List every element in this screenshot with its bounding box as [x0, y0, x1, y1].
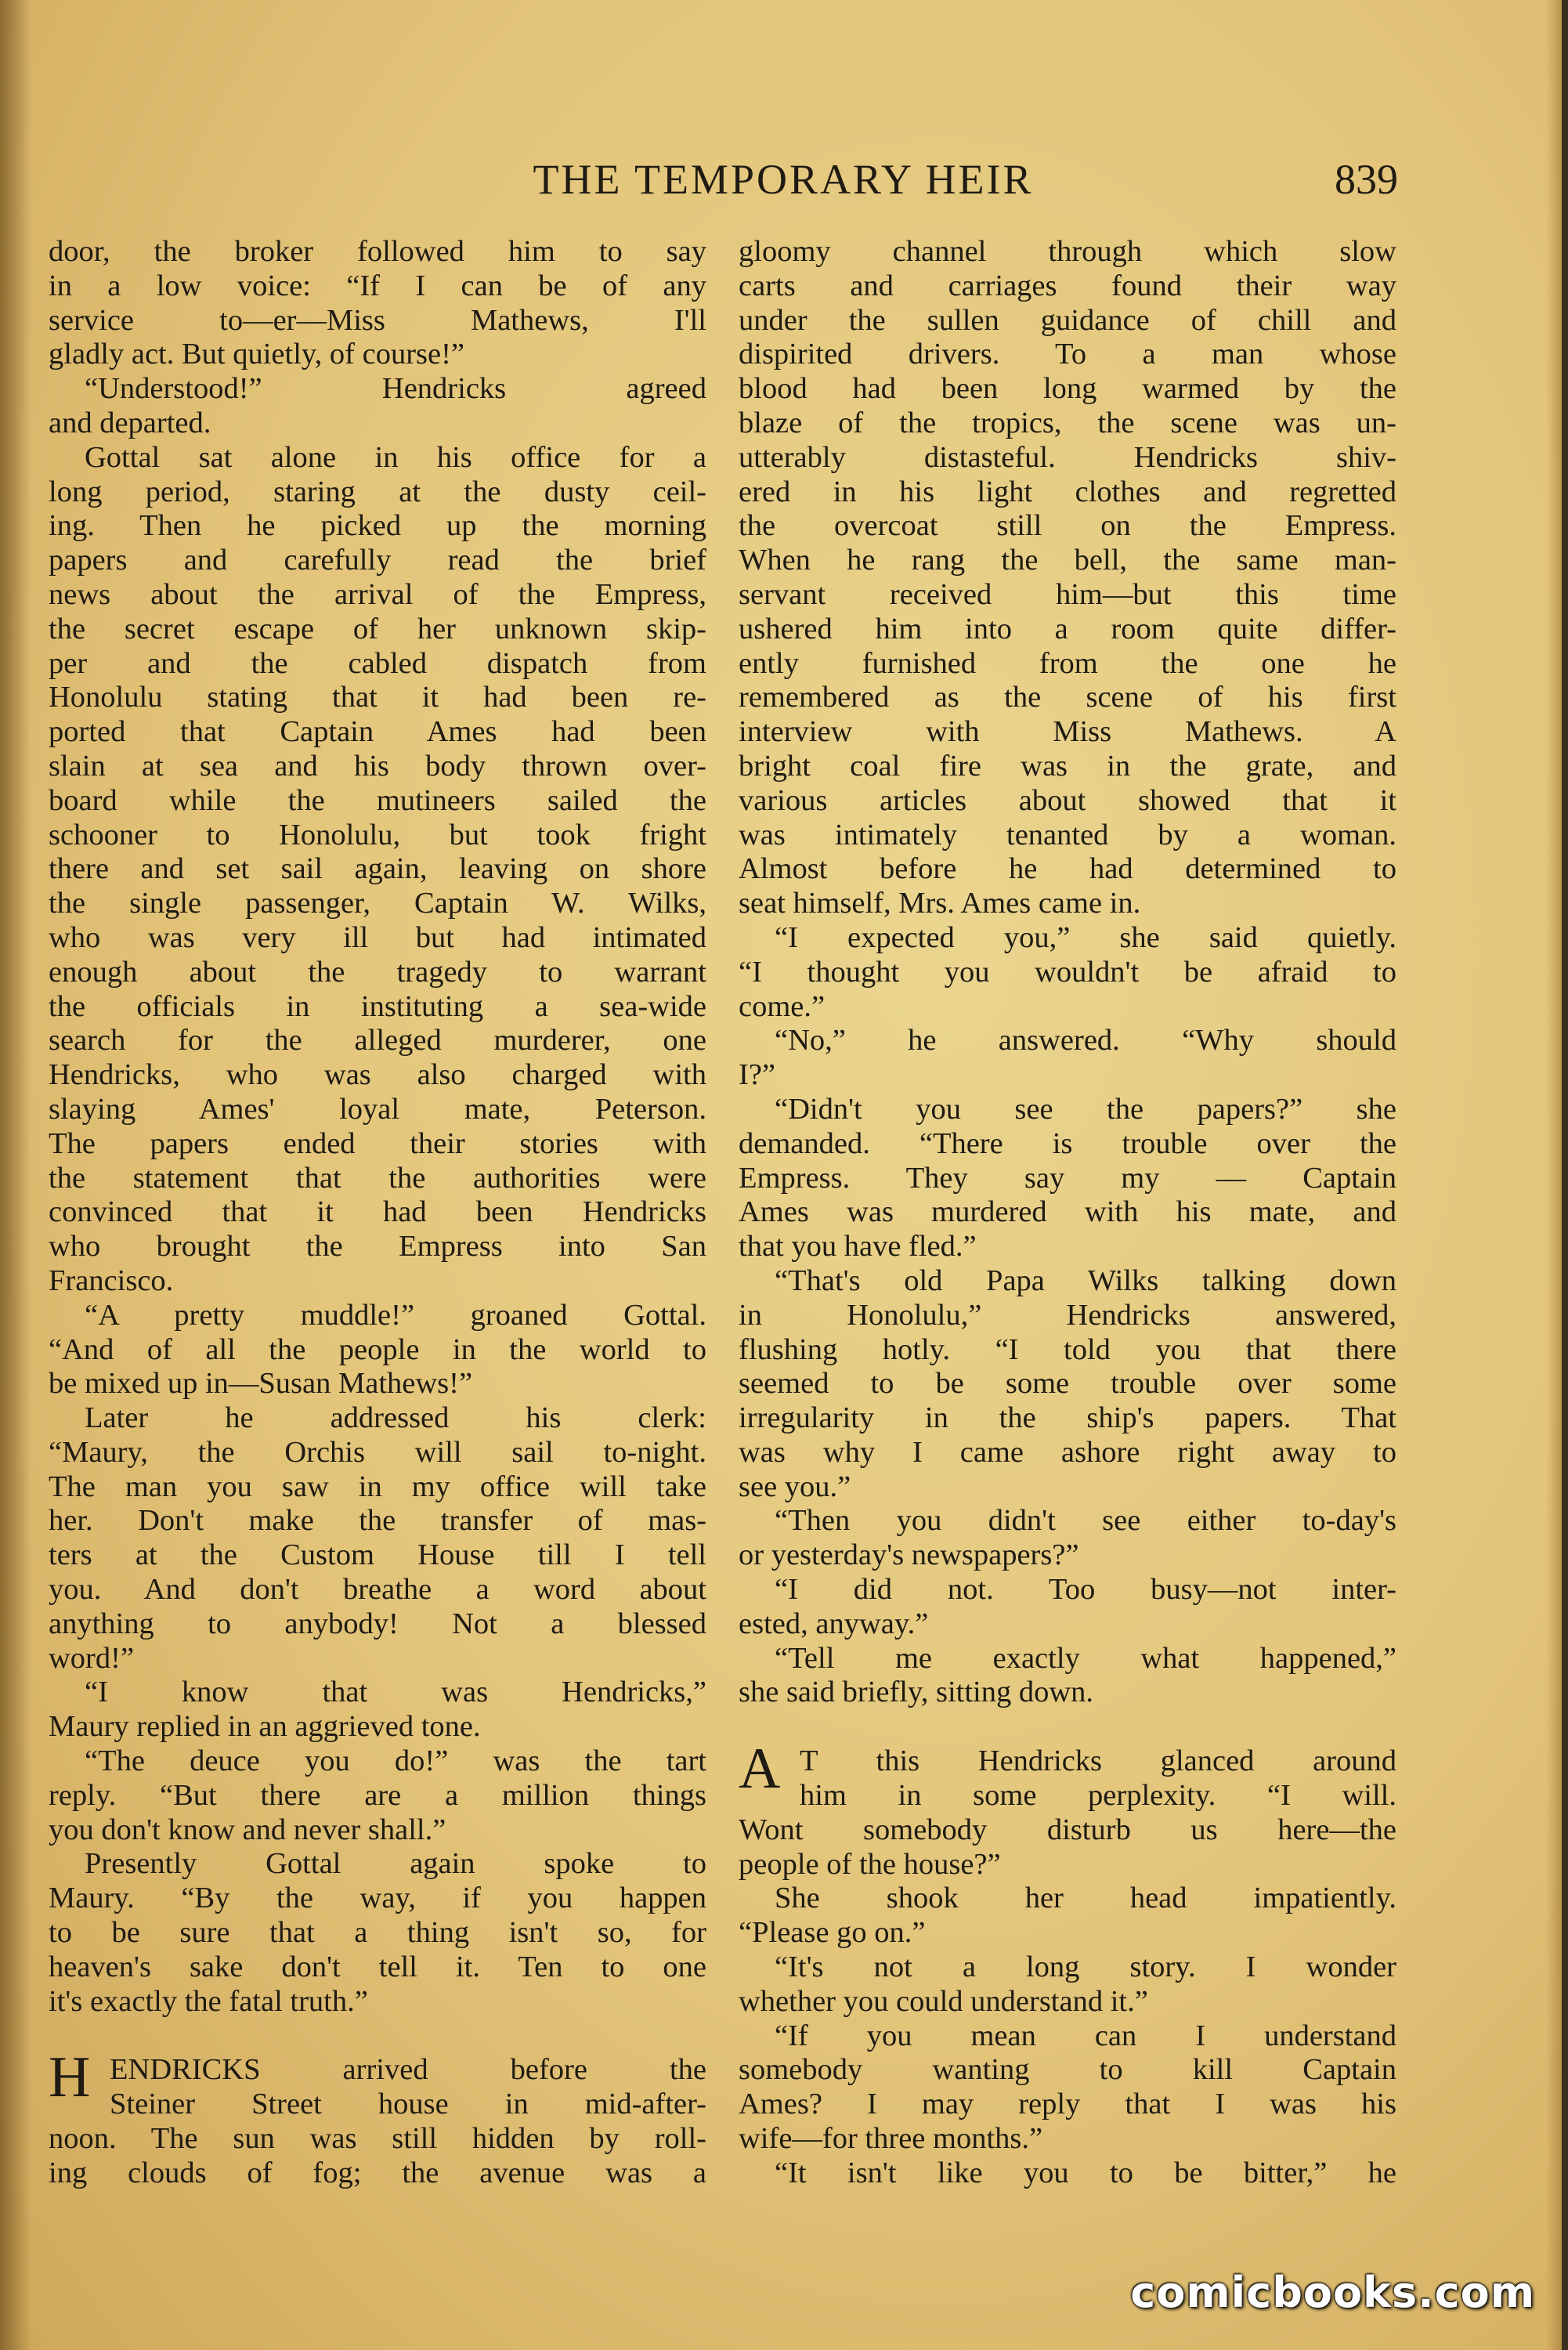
- text-line-content: T this Hendricks glanced around: [800, 1744, 1396, 1778]
- text-line: gloomy channel through which slow: [739, 235, 1396, 268]
- text-line: The man you saw in my office will take: [49, 1470, 706, 1503]
- text-line: board while the mutineers sailed the: [49, 783, 706, 817]
- text-line: somebody wanting to kill Captain: [739, 2053, 1396, 2087]
- text-line: blaze of the tropics, the scene was un-: [739, 406, 1396, 439]
- text-line: ently furnished from the one he: [739, 646, 1396, 680]
- text-line: word!”: [49, 1641, 135, 1675]
- text-line: seemed to be some trouble over some: [739, 1367, 1396, 1401]
- text-line: Maury. “By the way, if you happen: [49, 1882, 706, 1915]
- text-line: “It isn't like you to be bitter,” he: [775, 2156, 1396, 2189]
- text-line: in Honolulu,” Hendricks answered,: [739, 1298, 1396, 1332]
- watermark-logo: comicbooks.com: [1130, 2268, 1535, 2317]
- text-line: and departed.: [49, 406, 211, 439]
- text-line: Ames was murdered with his mate, and: [739, 1195, 1396, 1229]
- text-line: “That's old Papa Wilks talking down: [775, 1264, 1396, 1297]
- text-line: “It's not a long story. I wonder: [775, 1950, 1396, 1984]
- running-title: THE TEMPORARY HEIR: [533, 156, 1034, 203]
- text-line: ported that Captain Ames had been: [49, 715, 706, 749]
- text-line: search for the alleged murderer, one: [49, 1024, 706, 1058]
- text-line: reply. “But there are a million things: [49, 1778, 706, 1812]
- text-line: door, the broker followed him to say: [49, 235, 706, 268]
- text-line: “Didn't you see the papers?” she: [775, 1092, 1396, 1126]
- text-line: Empress. They say my — Captain: [739, 1161, 1396, 1195]
- section-break: [739, 1710, 1396, 1744]
- text-line: slain at sea and his body thrown over-: [49, 749, 706, 783]
- text-line: gladly act. But quietly, of course!”: [49, 338, 464, 371]
- text-line: Wont somebody disturb us here—the: [739, 1813, 1396, 1846]
- text-line: be mixed up in—Susan Mathews!”: [49, 1367, 473, 1401]
- text-line: Almost before he had determined to: [739, 852, 1396, 886]
- text-line: there and set sail again, leaving on shore: [49, 852, 706, 886]
- text-line: “I thought you wouldn't be afraid to: [739, 955, 1396, 989]
- text-line: whether you could understand it.”: [739, 1984, 1148, 2018]
- text-line: Steiner Street house in mid-after-: [110, 2088, 706, 2121]
- text-line: the officials in instituting a sea-wide: [49, 989, 706, 1023]
- text-line: “Understood!” Hendricks agreed: [85, 372, 706, 406]
- text-line: him in some perplexity. “I will.: [800, 1779, 1396, 1813]
- text-line: Presently Gottal again spoke to: [85, 1847, 706, 1881]
- text-line: irregularity in the ship's papers. That: [739, 1401, 1396, 1435]
- text-line: “Tell me exactly what happened,”: [775, 1641, 1396, 1675]
- text-line: demanded. “There is trouble over the: [739, 1126, 1396, 1160]
- text-line: carts and carriages found their way: [739, 269, 1396, 302]
- text-line: ushered him into a room quite differ-: [739, 612, 1396, 645]
- text-line: “The deuce you do!” was the tart: [85, 1744, 706, 1778]
- text-line: her. Don't make the transfer of mas-: [49, 1504, 706, 1538]
- text-line: various articles about showed that it: [739, 783, 1396, 817]
- text-line: schooner to Honolulu, but took fright: [49, 818, 706, 851]
- section-break: [49, 2019, 706, 2053]
- text-line: “A pretty muddle!” groaned Gottal.: [85, 1298, 706, 1332]
- text-line: per and the cabled dispatch from: [49, 646, 706, 680]
- text-line: “If you mean can I understand: [775, 2019, 1396, 2052]
- text-line: “I know that was Hendricks,”: [85, 1676, 706, 1709]
- text-line: The papers ended their stories with: [49, 1126, 706, 1160]
- text-line: see you.”: [739, 1470, 851, 1503]
- text-line: ing clouds of fog; the avenue was a: [49, 2156, 706, 2189]
- text-line: people of the house?”: [739, 1847, 1001, 1881]
- text-line: slaying Ames' loyal mate, Peterson.: [49, 1092, 706, 1126]
- text-line: it's exactly the fatal truth.”: [49, 1984, 368, 2018]
- text-line: remembered as the scene of his first: [739, 681, 1396, 714]
- drop-cap: H: [49, 2045, 91, 2110]
- text-line: Maury replied in an aggrieved tone.: [49, 1710, 481, 1744]
- text-line: she said briefly, sitting down.: [739, 1676, 1094, 1709]
- page-edge-shadow-right: [1546, 0, 1568, 2350]
- text-line: “Please go on.”: [739, 1916, 926, 1950]
- text-line: the overcoat still on the Empress.: [739, 509, 1396, 543]
- text-line: who was very ill but had intimated: [49, 920, 706, 954]
- text-line: in a low voice: “If I can be of any: [49, 269, 706, 302]
- page-number: 839: [1335, 156, 1398, 203]
- text-line: was intimately tenanted by a woman.: [739, 818, 1396, 851]
- text-line: “I did not. Too busy—not inter-: [775, 1573, 1396, 1607]
- text-line: Gottal sat alone in his office for a: [85, 440, 706, 474]
- page-header: [31, 155, 1535, 210]
- text-line: Honolulu stating that it had been re-: [49, 681, 706, 714]
- text-line: utterably distasteful. Hendricks shiv-: [739, 440, 1396, 474]
- text-line: you don't know and never shall.”: [49, 1813, 446, 1846]
- text-line: Francisco.: [49, 1264, 174, 1297]
- text-line: or yesterday's newspapers?”: [739, 1538, 1079, 1572]
- text-line: “And of all the people in the world to: [49, 1332, 706, 1366]
- text-line: papers and carefully read the brief: [49, 544, 706, 577]
- text-line: heaven's sake don't tell it. Ten to one: [49, 1950, 706, 1983]
- text-line: I?”: [739, 1058, 775, 1092]
- text-line: wife—for three months.”: [739, 2122, 1043, 2156]
- text-line: service to—er—Miss Mathews, I'll: [49, 303, 706, 337]
- text-line: long period, staring at the dusty ceil-: [49, 475, 706, 508]
- text-line: servant received him—but this time: [739, 577, 1396, 611]
- right-text-column: [739, 235, 1396, 2191]
- text-line: news about the arrival of the Empress,: [49, 577, 706, 611]
- text-line: Hendricks, who was also charged with: [49, 1058, 706, 1092]
- text-line: ested, anyway.”: [739, 1607, 929, 1640]
- text-line: Later he addressed his clerk:: [85, 1401, 706, 1435]
- text-line: to be sure that a thing isn't so, for: [49, 1916, 706, 1950]
- page-edge-shadow-left: [0, 0, 31, 2350]
- text-line: She shook her head impatiently.: [775, 1882, 1396, 1915]
- text-line: that you have fled.”: [739, 1230, 977, 1264]
- text-line: “Then you didn't see either to-day's: [775, 1504, 1396, 1538]
- text-line: anything to anybody! Not a blessed: [49, 1607, 706, 1640]
- text-line: was why I came ashore right away to: [739, 1435, 1396, 1469]
- text-line: “Maury, the Orchis will sail to-night.: [49, 1435, 706, 1469]
- text-line: Ames? I may reply that I was his: [739, 2088, 1396, 2121]
- text-line: “No,” he answered. “Why should: [775, 1024, 1396, 1058]
- text-line: noon. The sun was still hidden by roll-: [49, 2122, 706, 2156]
- text-line: convinced that it had been Hendricks: [49, 1195, 706, 1229]
- text-line: interview with Miss Mathews. A: [739, 715, 1396, 749]
- text-line: under the sullen guidance of chill and: [739, 303, 1396, 337]
- text-line: ters at the Custom House till I tell: [49, 1538, 706, 1572]
- text-line: enough about the tragedy to warrant: [49, 955, 706, 989]
- text-line: ing. Then he picked up the morning: [49, 509, 706, 543]
- text-line: who brought the Empress into San: [49, 1230, 706, 1264]
- text-line: dispirited drivers. To a man whose: [739, 338, 1396, 371]
- text-line: the single passenger, Captain W. Wilks,: [49, 887, 706, 920]
- text-line: you. And don't breathe a word about: [49, 1573, 706, 1607]
- text-line: the secret escape of her unknown skip-: [49, 612, 706, 645]
- text-line: ered in his light clothes and regretted: [739, 475, 1396, 508]
- text-line: blood had been long warmed by the: [739, 372, 1396, 406]
- text-line: come.”: [739, 989, 826, 1023]
- text-line: bright coal fire was in the grate, and: [739, 749, 1396, 783]
- text-line-content: ENDRICKS arrived before the: [110, 2053, 706, 2087]
- text-line: the statement that the authorities were: [49, 1161, 706, 1195]
- text-line: When he rang the bell, the same man-: [739, 544, 1396, 577]
- text-line: flushing hotly. “I told you that there: [739, 1332, 1396, 1366]
- left-text-column: [49, 235, 706, 2191]
- text-line: seat himself, Mrs. Ames came in.: [739, 887, 1141, 920]
- drop-cap: A: [739, 1737, 781, 1802]
- text-line: “I expected you,” she said quietly.: [775, 920, 1396, 954]
